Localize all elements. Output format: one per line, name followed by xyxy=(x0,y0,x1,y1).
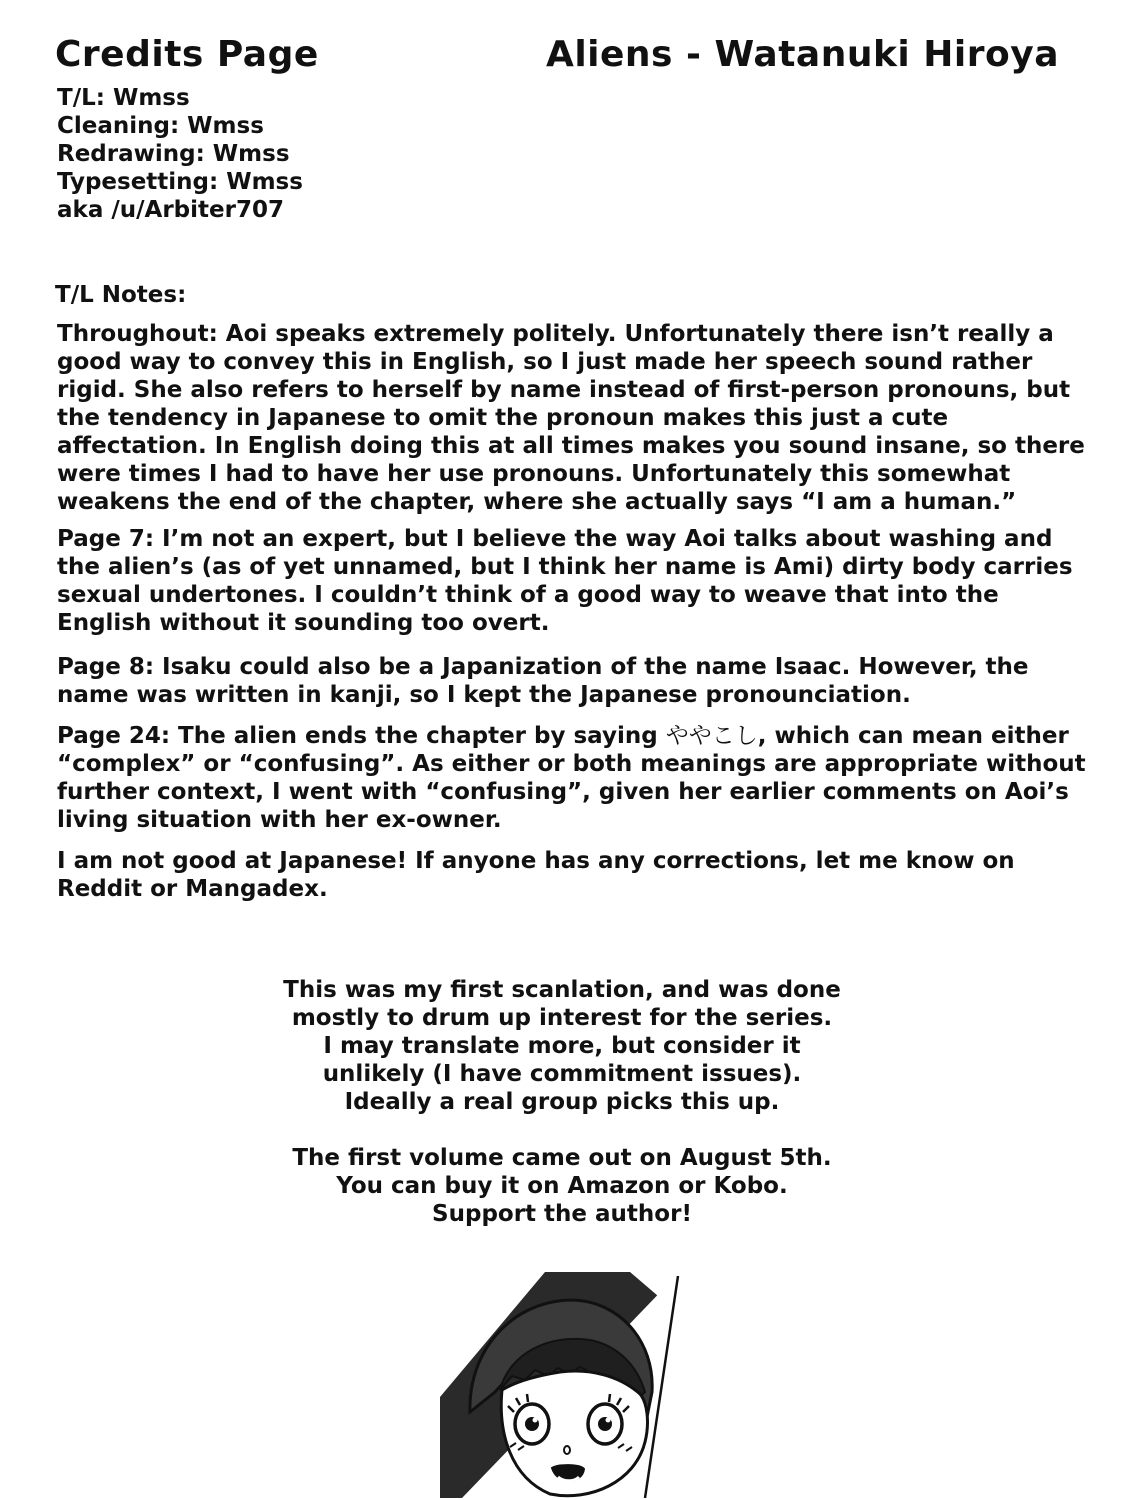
series-title: Aliens - Watanuki Hiroya xyxy=(545,34,1059,75)
closing-line: You can buy it on Amazon or Kobo. xyxy=(336,1173,788,1199)
page-title: Credits Page xyxy=(55,34,319,75)
closing-line: Ideally a real group picks this up. xyxy=(344,1089,780,1115)
closing-block-scanlation xyxy=(212,976,912,1116)
note-page-8: Page 8: Isaku could also be a Japanization of the name Isaac. However, the name was written in kanji, so I kept the Japanese pronounciation. xyxy=(57,654,1029,708)
closing-line: I may translate more, but consider it xyxy=(323,1033,801,1059)
manga-girl-face-illustration-icon xyxy=(440,1272,685,1498)
credit-translation: T/L: Wmss xyxy=(57,85,190,111)
note-disclaimer: I am not good at Japanese! If anyone has any corrections, let me know on Reddit or Mangadex. xyxy=(57,848,1015,902)
credits-list xyxy=(57,84,303,224)
notes-heading: T/L Notes: xyxy=(55,282,187,308)
closing-line: This was my first scanlation, and was done xyxy=(283,977,841,1003)
japanese-term: ややこし xyxy=(665,723,758,749)
closing-block-volume xyxy=(212,1144,912,1228)
notes-body xyxy=(57,320,1087,912)
note-page-24-rest: , which can mean either “complex” or “confusing”. As either or both meanings are appropriate without further context, I went with “confusing”, given her earlier comments on Aoi’s living situation with her ex-owner. xyxy=(57,723,1086,833)
credit-cleaning: Cleaning: Wmss xyxy=(57,113,264,139)
credit-redrawing: Redrawing: Wmss xyxy=(57,141,290,167)
note-page-7: Page 7: I’m not an expert, but I believe the way Aoi talks about washing and the alien’s (as of yet unnamed, but I think her name is Ami) dirty body carries sexual undertones. I couldn’t think of a good way to weave that into the English without it sounding too overt. xyxy=(57,526,1073,636)
note-page-24-lead: Page 24: The alien ends the chapter by saying xyxy=(57,723,666,749)
closing-message xyxy=(212,976,912,1228)
credit-typesetting: Typesetting: Wmss xyxy=(57,169,303,195)
closing-line: The first volume came out on August 5th. xyxy=(292,1145,832,1171)
closing-line: Support the author! xyxy=(432,1201,692,1227)
closing-line: mostly to drum up interest for the series. xyxy=(291,1005,833,1031)
note-throughout: Throughout: Aoi speaks extremely politely. Unfortunately there isn’t really a good way to convey this in English, so I just made her speech sound rather rigid. She also refers to herself by name instead of first-person pronouns, but the tendency in Japanese to omit the pronoun makes this just a cute affectation. In English doing this at all times makes you sound insane, so there were times I had to have her use pronouns. Unfortunately this somewhat weakens the end of the chapter, where she actually says “I am a human.” xyxy=(57,321,1085,515)
closing-line: unlikely (I have commitment issues). xyxy=(322,1061,802,1087)
credit-alias: aka /u/Arbiter707 xyxy=(57,197,284,223)
note-page-24 xyxy=(57,722,1087,834)
